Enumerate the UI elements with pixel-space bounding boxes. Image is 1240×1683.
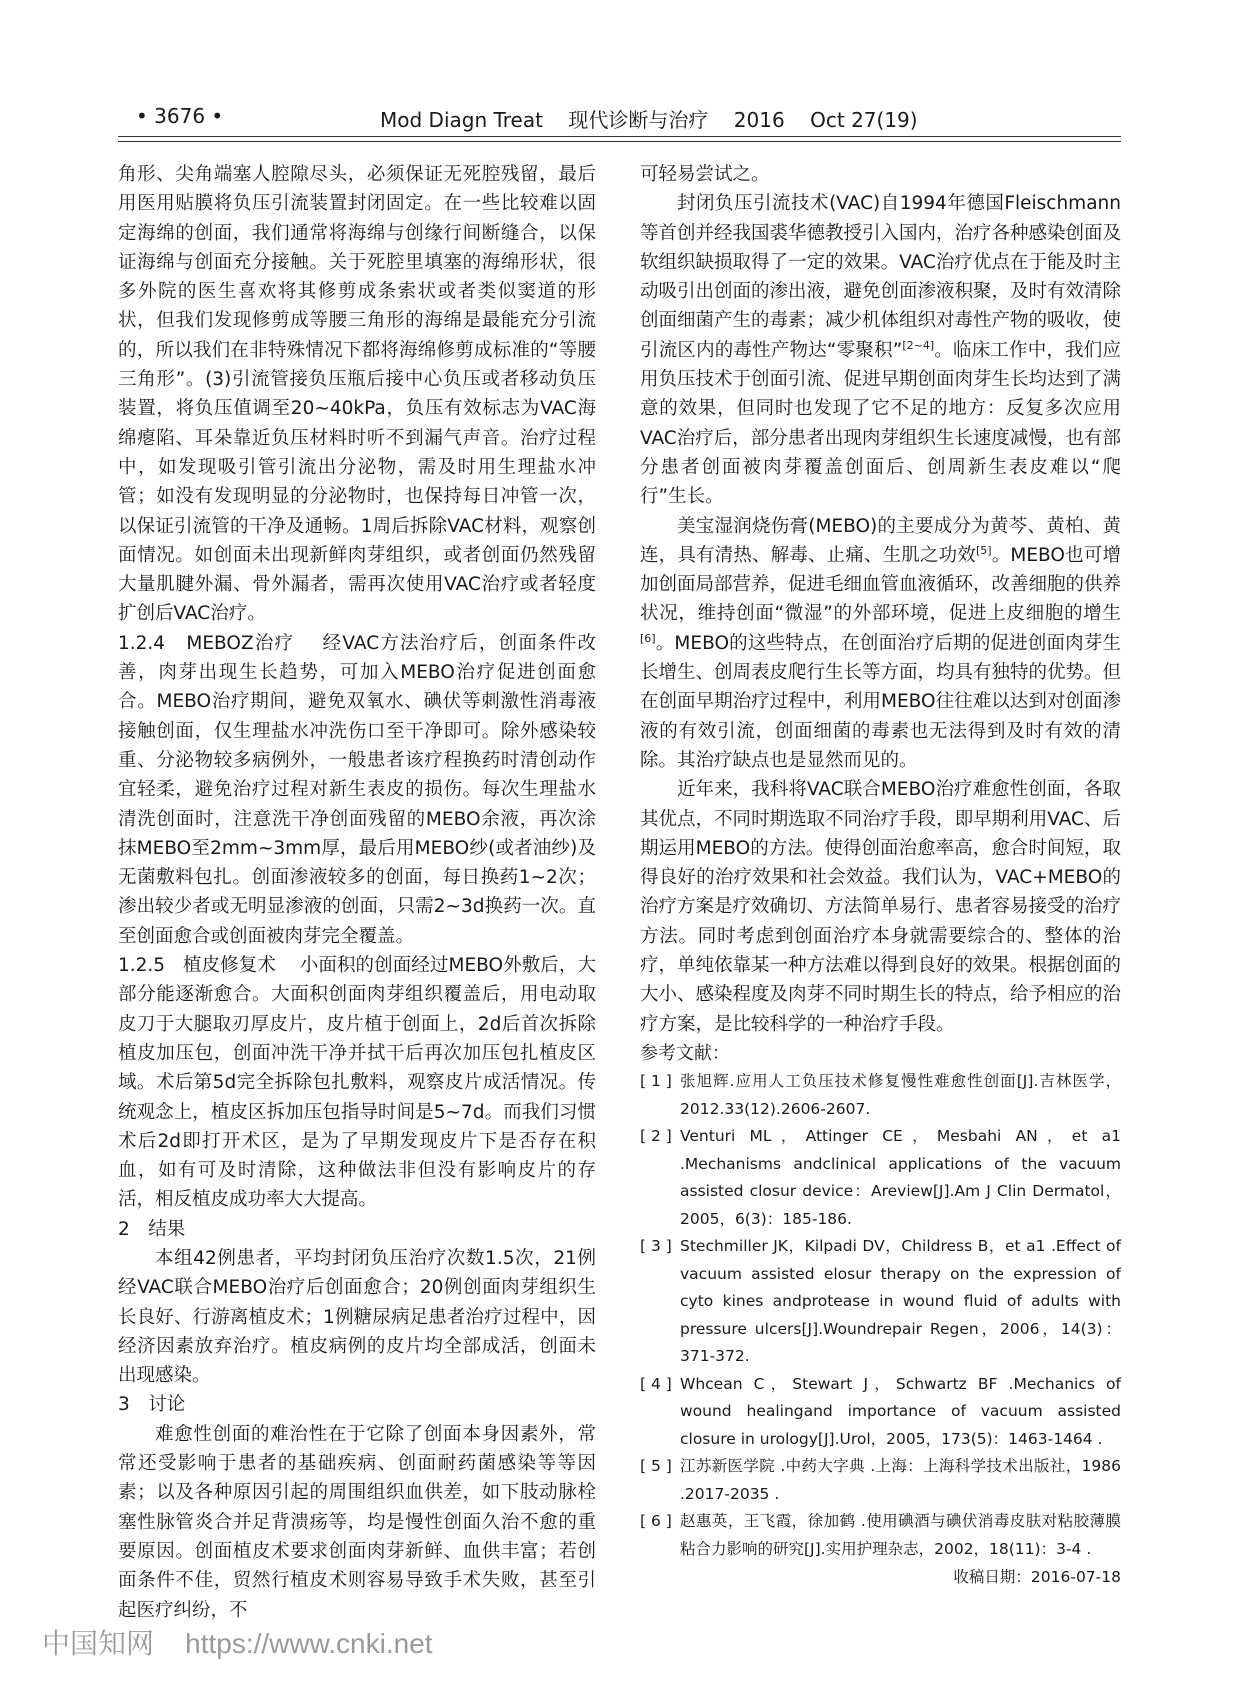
reference-number: [ 5 ] — [640, 1457, 672, 1476]
journal-citation: Mod Diagn Treat 现代诊断与治疗 2016 Oct 27(19) — [380, 108, 918, 132]
received-date: 收稿日期：2016-07-18 — [953, 1568, 1121, 1587]
reference-item — [640, 1453, 1121, 1508]
section-1-2-4 — [118, 629, 596, 951]
section-heading-results: 2 结果 — [118, 1218, 186, 1240]
reference-text: 张旭辉.应用人工负压技术修复慢性难愈性创面[J].吉林医学，2012.33(12).2606-2607. — [680, 1072, 1121, 1118]
page-number: • 3676 • — [136, 104, 224, 128]
body-paragraph: 近年来，我科将VAC联合MEBO治疗难愈性创面，各取其优点，不同时期选取不同治疗手段，即早期利用VAC、后期运用MEBO的方法。使得创面治愈率高，愈合时间短，取得良好的治疗效果和社会效益。我们认为，VAC+MEBO的治疗方案是疗效确切、方法简单易行、患者容易接受的治疗方法。同时考虑到创面治疗本身就需要综合的、整体的治疗，单纯依靠某一种方法难以得到良好的效果。根据创面的大小、感染程度及肉芽不同时期生长的特点，给予相应的治疗方案，是比较科学的一种治疗手段。 — [640, 779, 1122, 1035]
body-paragraph — [640, 512, 1121, 776]
section-heading-discussion: 3 讨论 — [118, 1394, 186, 1416]
paragraph-text: 。MEBO的这些特点，在创面治疗后期的促进创面肉芽生长增生、创周表皮爬行生长等方面，均具有独特的优势。但在创面早期治疗过程中，利用MEBO往往难以达到对创面渗液的有效引流，创面细菌的毒素也无法得到及时有效的清除。其治疗缺点也是显然而见的。 — [640, 632, 1122, 771]
reference-item — [640, 1371, 1121, 1454]
reference-text: 赵惠英，王飞霞，徐加鹤 .使用碘酒与碘伏消毒皮肤对粘胶薄膜粘合力影响的研究[J].实用护理杂志，2002，18(11)：3-4 . — [680, 1512, 1121, 1558]
reference-number: [ 2 ] — [640, 1127, 672, 1146]
reference-item — [640, 1068, 1121, 1123]
section-title: 植皮修复术 — [182, 955, 276, 977]
running-header — [118, 104, 1118, 134]
reference-number: [ 3 ] — [640, 1237, 672, 1256]
paragraph-text: 。临床工作中，我们应用负压技术于创面引流、促进早期创面肉芽生长均达到了满意的效果，但同时也发现了它不足的地方：反复多次应用VAC治疗后，部分患者出现肉芽组织生长速度减慢，也有部分患者创面被肉芽覆盖创面后、创周新生表皮难以“爬行”生长。 — [640, 339, 1122, 508]
citation: [5] — [975, 543, 992, 557]
reference-text: Venturi ML，Attinger CE，Mesbahi AN，et a1 .Mechanisms andclinical applications of the vacuum assisted closur device：Areview[J].Am J Clin Dermatol，2005，6(3)：185-186. — [680, 1127, 1121, 1228]
continued-paragraph: 可轻易尝试之。 — [640, 164, 770, 185]
section-number: 1.2.4 — [118, 632, 166, 654]
paragraph-text: 美宝湿润烧伤膏(MEBO)的主要成分为黄芩、黄柏、黄连，具有清热、解毒、止痛、生肌之功效 — [640, 515, 1121, 566]
header-rule-thick — [118, 136, 1121, 137]
right-column — [640, 160, 1121, 1591]
body-paragraph: 角形、尖角端塞人腔隙尽头，必须保证无死腔残留，最后用医用贴膜将负压引流装置封闭固定。在一些比较难以固定海绵的创面，我们通常将海绵与创缘行间断缝合，以保证海绵与创面充分接触。关于死腔里填塞的海绵形状，很多外院的医生喜欢将其修剪成条索状或者类似窦道的形状，但我们发现修剪成等腰三角形的海绵是最能充分引流的，所以我们在非特殊情况下都将海绵修剪成标准的“等腰三角形”。(3)引流管接负压瓶后接中心负压或者移动负压装置，将负压值调至20~40kPa，负压有效标志为VAC海绵瘪陷、耳朵靠近负压材料时听不到漏气声音。治疗过程中，如发现吸引管引流出分泌物，需及时用生理盐水冲管；如没有发现明显的分泌物时，也保持每日冲管一次，以保证引流管的干净及通畅。1周后拆除VAC材料，观察创面情况。如创面未出现新鲜肉芽组织，或者创面仍然残留大量肌腱外漏、骨外漏者，需再次使用VAC治疗或者轻度扩创后VAC治疗。 — [118, 164, 596, 625]
reference-number: [ 6 ] — [640, 1512, 672, 1531]
paragraph-text: 。MEBO也可增加创面局部营养，促进毛细血管血液循环，改善细胞的供养状况，维持创面“微湿”的外部环境，促进上皮细胞的增生 — [640, 544, 1122, 625]
reference-item — [640, 1233, 1121, 1371]
cnki-watermark: 中国知网 https://www.cnki.net — [42, 1628, 433, 1659]
discussion-paragraph: 难愈性创面的难治性在于它除了创面本身因素外，常常还受影响于患者的基础疾病、创面耐药菌感染等等因素；以及各种原因引起的周围组织血供差，如下肢动脉栓塞性脉管炎合并足背溃疡等，均是慢性创面久治不愈的重要原因。创面植皮术要求创面肉芽新鲜、血供丰富；若创面条件不佳，贸然行植皮术则容易导致手术失败，甚至引起医疗纠纷，不 — [118, 1423, 596, 1621]
section-1-2-5 — [118, 951, 596, 1215]
reference-number: [ 1 ] — [640, 1072, 672, 1091]
citation: [6] — [640, 631, 656, 645]
reference-text: Whcean C，Stewart J，Schwartz BF .Mechanics of wound healingand importance of vacuum assisted closure in urology[J].Urol，2005，173(5)：1463-1464 . — [680, 1374, 1121, 1448]
left-column — [118, 160, 596, 1625]
reference-item — [640, 1123, 1121, 1233]
header-rule-thin — [118, 141, 1121, 142]
section-number: 1.2.5 — [118, 955, 166, 977]
body-paragraph — [640, 189, 1121, 511]
section-text: 经VAC方法治疗后，创面条件改善，肉芽出现生长趋势，可加入MEBO治疗促进创面愈合。MEBO治疗期间，避免双氧水、碘伏等刺激性消毒液接触创面，仅生理盐水冲洗伤口至干净即可。除外感染较重、分泌物较多病例外，一般患者该疗程换药时清创动作宜轻柔，避免治疗过程对新生表皮的损伤。每次生理盐水清洗创面时，注意洗干净创面残留的MEBO余液，再次涂抹MEBO至2mm~3mm厚，最后用MEBO纱(或者油纱)及无菌敷料包扎。创面渗液较多的创面，每日换药1~2次；渗出较少者或无明显渗液的创面，只需2~3d换药一次。直至创面愈合或创面被肉芽完全覆盖。 — [118, 632, 596, 947]
section-text: 小面积的创面经过MEBO外敷后，大部分能逐渐愈合。大面积创面肉芽组织覆盖后，用电动取皮刀于大腿取刃厚皮片，皮片植于创面上，2d后首次拆除植皮加压包，创面冲洗干净并拭干后再次加压包扎植皮区域。术后第5d完全拆除包扎敷料，观察皮片成活情况。传统观念上，植皮区拆加压包指导时间是5~7d。而我们习惯术后2d即打开术区，是为了早期发现皮片下是否存在积血，如有可及时清除，这种做法非但没有影响皮片的存活，相反植皮成功率大大提高。 — [118, 955, 596, 1211]
reference-text: 江苏新医学院 .中药大字典 .上海：上海科学技术出版社，1986 .2017-2035 . — [680, 1457, 1121, 1503]
references-title: 参考文献： — [640, 1042, 730, 1064]
citation: [2~4] — [902, 338, 935, 352]
paragraph-text: 封闭负压引流技术(VAC)自1994年德国Fleischmann等首创并经我国裘华德教授引入国内，治疗各种感染创面及软组织缺损取得了一定的效果。VAC治疗优点在于能及时主动吸引出创面的渗出液，避免创面渗液积聚，及时有效清除创面细菌产生的毒素；减少机体组织对毒性产物的吸收，使引流区内的毒性产物达“零聚积” — [640, 193, 1122, 361]
reference-list — [640, 1068, 1121, 1563]
reference-text: Stechmiller JK，Kilpadi DV，Childress B，et a1 .Effect of vacuum assisted elosur therapy on the expression of cyto kines andprotease in wound fluid of adults with pressure ulcers[J].Woundrepair Regen，2006，14(3)：371-372. — [680, 1237, 1121, 1366]
reference-item — [640, 1508, 1121, 1563]
results-paragraph: 本组42例患者，平均封闭负压治疗次数1.5次，21例经VAC联合MEBO治疗后创面愈合；20例创面肉芽组织生长良好、行游离植皮术；1例糖尿病足患者治疗过程中，因经济因素放弃治疗。植皮病例的皮片均全部成活，创面未出现感染。 — [118, 1247, 596, 1387]
section-title: MEBOZ治疗 — [186, 632, 295, 654]
reference-number: [ 4 ] — [640, 1374, 672, 1393]
